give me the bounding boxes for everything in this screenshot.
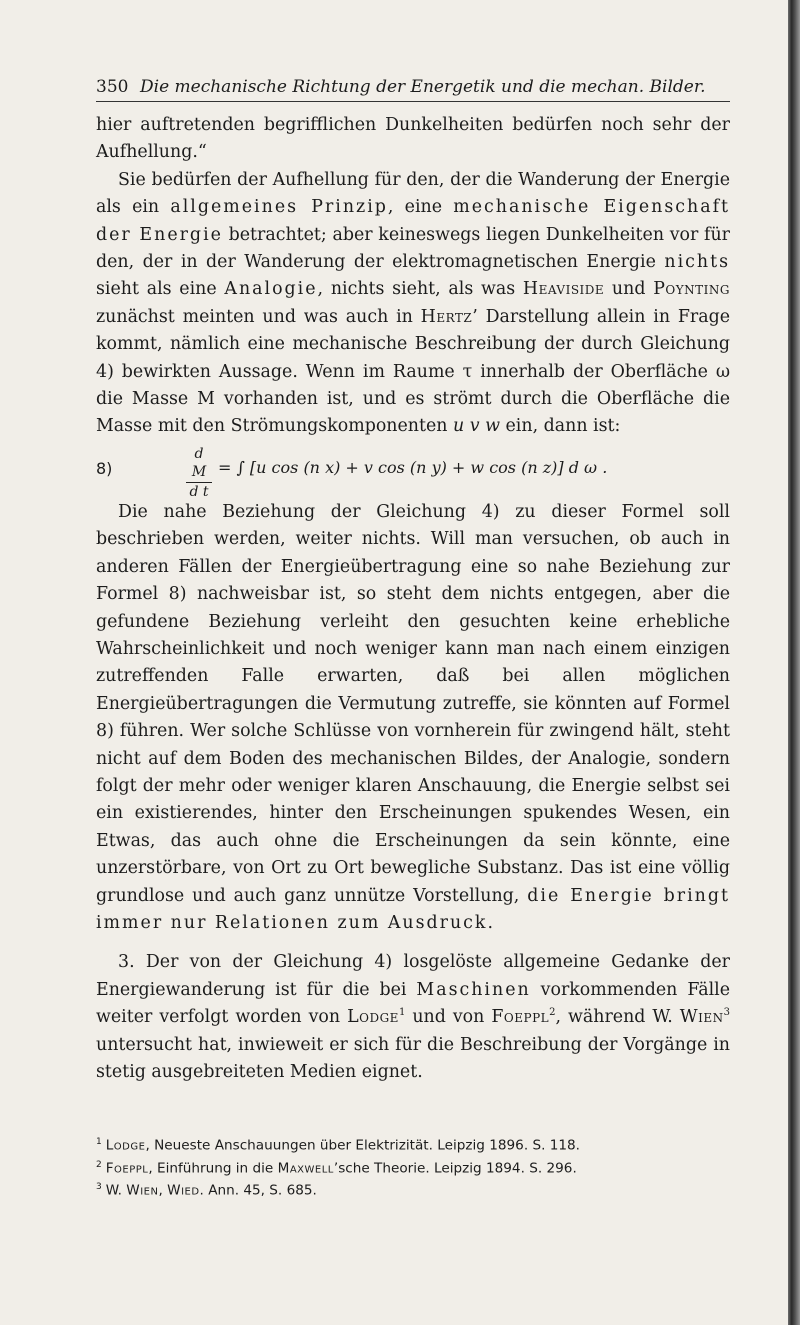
p2-emph-mechanische-eigenschaft: mechanische Eigenschaft der Energie bbox=[96, 197, 731, 245]
name-hertz: Hertz bbox=[420, 306, 473, 327]
p4-text-l: untersucht hat, inwieweit er sich für die Beschreibung der Vorgänge in stetig ausgebreiteten Medien eignet. bbox=[96, 1034, 730, 1082]
p2-text-i: , nichts sieht, als was bbox=[317, 279, 523, 300]
paragraph-3 bbox=[96, 499, 730, 938]
footnote-1-text: , Neueste Anschauungen über Elektrizität. Leipzig 1896. S. 118. bbox=[145, 1137, 580, 1154]
p2-emph-nichts: nichts bbox=[664, 252, 730, 273]
footnote-ref-1: 1 bbox=[398, 1007, 406, 1019]
p2-text-c: , eine bbox=[387, 197, 454, 218]
paragraph-1 bbox=[96, 112, 730, 167]
p2-emph-allgemeines-prinzip: allgemeines Prinzip bbox=[170, 197, 388, 218]
formula-denominator: d t bbox=[189, 483, 209, 500]
page-number: 350 bbox=[96, 77, 129, 97]
body-text bbox=[96, 112, 730, 1086]
p4-text-c: vorkommenden Fälle weiter verfolgt worden von bbox=[96, 979, 730, 1028]
page-header bbox=[96, 77, 730, 101]
footnote-3-author: Wien bbox=[126, 1182, 159, 1199]
footnote-2-maxwell: Maxwell bbox=[277, 1160, 334, 1177]
p2-vars-uvw: u v w bbox=[453, 416, 500, 437]
name-poynting: Poynting bbox=[653, 279, 730, 300]
footnote-3-wied: Wied bbox=[167, 1182, 200, 1199]
footnote-2-text-d: ’sche Theorie. Leipzig 1894. S. 296. bbox=[333, 1160, 577, 1177]
formula-numerator: d M bbox=[186, 445, 212, 483]
p2-text-q: ein, dann ist: bbox=[499, 416, 621, 437]
p2-text-m: zunächst meinten und was auch in bbox=[96, 306, 421, 327]
footnotes bbox=[96, 1133, 730, 1201]
paragraph-4 bbox=[96, 949, 730, 1086]
formula-8 bbox=[96, 443, 730, 499]
paragraph-1-text: hier auftretenden begrifflichen Dunkelheiten bedürfen noch sehr der Aufhellung.“ bbox=[96, 115, 730, 163]
footnote-3 bbox=[96, 1178, 730, 1201]
name-lodge: Lodge bbox=[347, 1007, 399, 1028]
p4-text-f: und von bbox=[405, 1007, 492, 1028]
footnote-1-mark: 1 bbox=[96, 1137, 102, 1147]
p3-emph-conclusion: die Energie bringt immer nur Relationen zum Ausdruck. bbox=[96, 885, 731, 933]
formula-fraction bbox=[186, 445, 212, 501]
formula-rhs: = ∫ [u cos (n x) + v cos (n y) + w cos (n z)] d ω . bbox=[218, 457, 608, 477]
book-spine-edge bbox=[788, 0, 800, 1325]
footnote-2-text-b: , Einführung in die bbox=[148, 1160, 278, 1177]
p2-text-o: ’ Darstellung allein in Frage kommt, nämlich eine mechanische Beschreibung der durch Gleichung 4) bewirkten Aussage. Wenn im Raume τ innerhalb der Oberfläche ω die Masse M vorhanden ist, und es strömt durch die Oberfläche die Masse mit den Strömungskomponenten bbox=[96, 306, 731, 437]
p2-text-k: und bbox=[604, 279, 654, 300]
footnote-3-text-c: , bbox=[158, 1182, 168, 1199]
footnote-2-author: Foeppl bbox=[105, 1160, 149, 1177]
footnote-1 bbox=[96, 1133, 730, 1156]
formula-label: 8) bbox=[96, 458, 113, 478]
footnote-2 bbox=[96, 1156, 730, 1179]
footnote-2-mark: 2 bbox=[96, 1159, 102, 1170]
paragraph-2 bbox=[96, 167, 730, 441]
p4-text-i: , während W. bbox=[555, 1007, 680, 1028]
p2-text-e: betrachtet; aber keineswegs liegen Dunkelheiten vor für den, der in der Wanderung der elektromagnetischen Energie bbox=[96, 224, 730, 273]
name-foeppl: Foeppl bbox=[491, 1007, 550, 1028]
p2-text-a: Sie bedürfen der Aufhellung für den, der die Wanderung der Energie als ein bbox=[96, 169, 730, 218]
name-heaviside: Heaviside bbox=[522, 279, 605, 300]
p2-text-g: sieht als eine bbox=[96, 279, 225, 300]
footnote-3-mark: 3 bbox=[96, 1182, 102, 1193]
p2-emph-analogie: Analogie bbox=[224, 279, 318, 300]
footnote-3-text-e: . Ann. 45, S. 685. bbox=[199, 1182, 317, 1199]
footnote-3-text-a: W. bbox=[105, 1182, 127, 1199]
running-head: Die mechanische Richtung der Energetik und die mechan. Bilder. bbox=[140, 77, 706, 97]
footnote-ref-3: 3 bbox=[723, 1007, 730, 1019]
p3-text-a: Die nahe Beziehung der Gleichung 4) zu dieser Formel soll beschrieben werden, weiter nichts. Will man versuchen, ob auch in anderen Fällen der Energieübertragung eine so nahe Beziehung zur Formel 8) nachweisbar ist, so steht dem nichts entgegen, aber die gefundene Beziehung verleiht den gesuchten keine erhebliche Wahrscheinlichkeit und noch weniger kann man nach einem einzigen zutreffenden Falle erwarten, daß bei allen möglichen Energieübertragungen die Vermutung zutreffe, sie könnten auf Formel 8) führen. Wer solche Schlüsse von vornherein für zwingend hält, steht nicht auf dem Boden des mechanischen Bildes, der Analogie, sondern folgt der mehr oder weniger klaren Anschauung, die Energie selbst sei ein existierendes, hinter den Erscheinungen spukendes Wesen, ein Etwas, das auch ohne die Erscheinungen da sein könnte, eine unzerstörbare, von Ort zu Ort bewegliche Substanz. Das ist eine völlig grundlose und auch ganz unnütze Vorstellung, bbox=[96, 501, 730, 906]
name-wien: Wien bbox=[679, 1007, 724, 1028]
footnote-ref-2: 2 bbox=[549, 1007, 556, 1019]
p4-text-a: 3. Der von der Gleichung 4) losgelöste allgemeine Gedanke der Energiewanderung ist für die bei bbox=[96, 952, 730, 1000]
header-rule bbox=[96, 101, 730, 102]
footnote-1-author: Lodge bbox=[105, 1137, 146, 1154]
p4-emph-maschinen: Maschinen bbox=[416, 979, 531, 1000]
